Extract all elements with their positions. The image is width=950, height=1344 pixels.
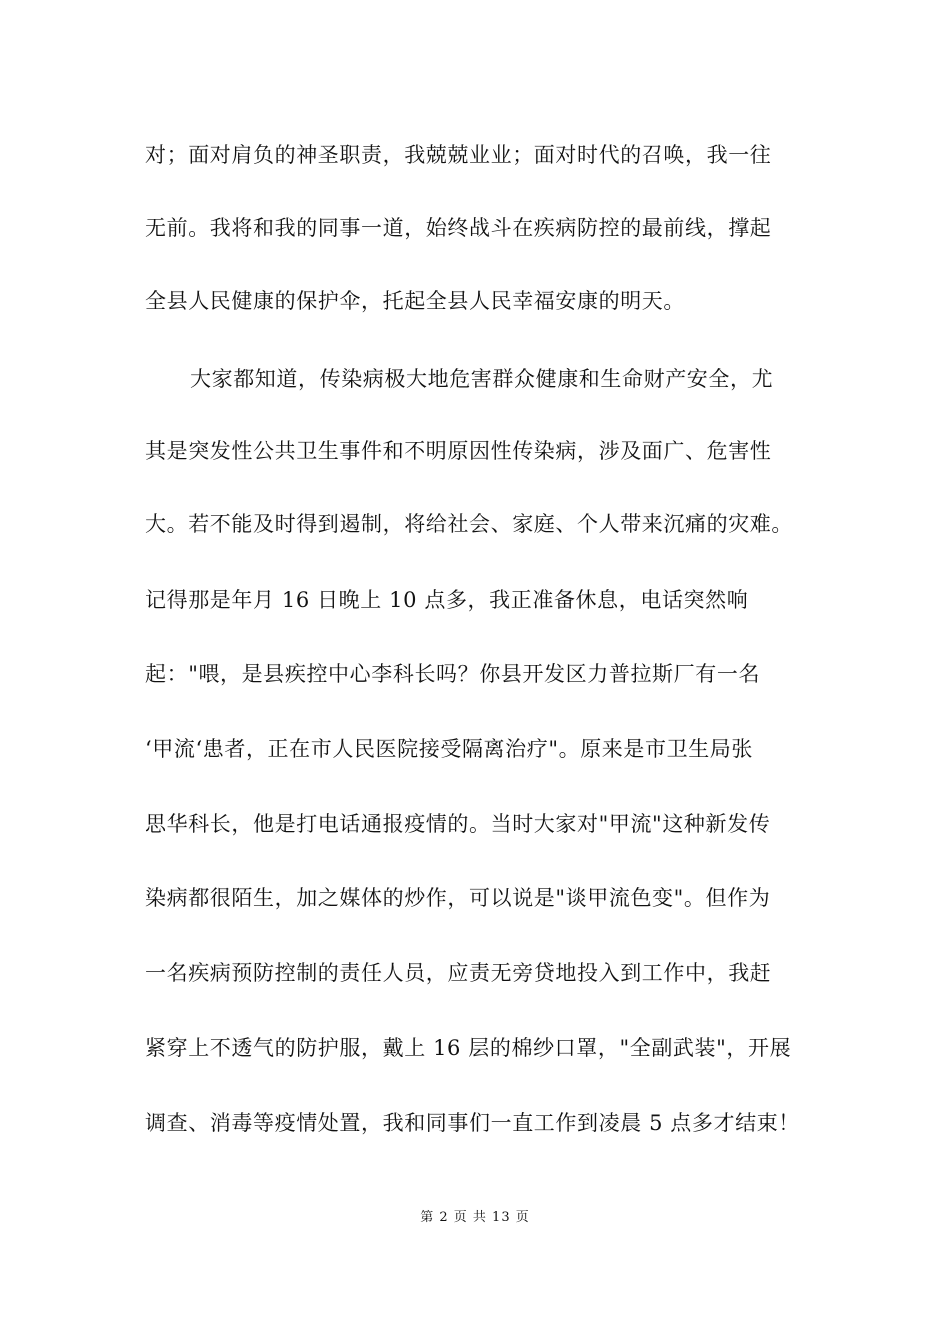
paragraph-line-13: 紧穿上不透气的防护服，戴上 16 层的棉纱口罩，"全副武装"，开展 (145, 1036, 792, 1060)
paragraph-line-2: 无前。我将和我的同事一道，始终战斗在疾病防控的最前线，撑起 (145, 216, 772, 240)
paragraph-line-5: 其是突发性公共卫生事件和不明原因性传染病，涉及面广、危害性 (145, 439, 772, 463)
paragraph-line-12: 一名疾病预防控制的责任人员，应责无旁贷地投入到工作中，我赶 (145, 961, 772, 985)
paragraph-line-7: 记得那是年月 16 日晚上 10 点多，我正准备休息，电话突然响 (145, 588, 749, 612)
paragraph-line-3: 全县人民健康的保护伞，托起全县人民幸福安康的明天。 (145, 289, 685, 313)
paragraph-line-11: 染病都很陌生，加之媒体的炒作，可以说是"谈甲流色变"。但作为 (145, 886, 771, 910)
paragraph-line-9: ‘甲流‘患者，正在市人民医院接受隔离治疗"。原来是市卫生局张 (145, 737, 754, 761)
paragraph-line-6: 大。若不能及时得到遏制，将给社会、家庭、个人带来沉痛的灾难。 (145, 512, 793, 536)
paragraph-line-10: 思华科长，他是打电话通报疫情的。当时大家对"甲流"这种新发传 (145, 812, 771, 836)
paragraph-line-14: 调查、消毒等疫情处置，我和同事们一直工作到凌晨 5 点多才结束！ (145, 1111, 800, 1135)
paragraph-line-1: 对；面对肩负的神圣职责，我兢兢业业；面对时代的召唤，我一往 (145, 143, 772, 167)
paragraph-line-8: 起："喂，是县疾控中心李科长吗？你县开发区力普拉斯厂有一名 (145, 662, 761, 686)
page-number-footer: 第 2 页 共 13 页 (420, 1210, 530, 1225)
paragraph-line-4: 大家都知道，传染病极大地危害群众健康和生命财产安全，尤 (190, 367, 774, 391)
